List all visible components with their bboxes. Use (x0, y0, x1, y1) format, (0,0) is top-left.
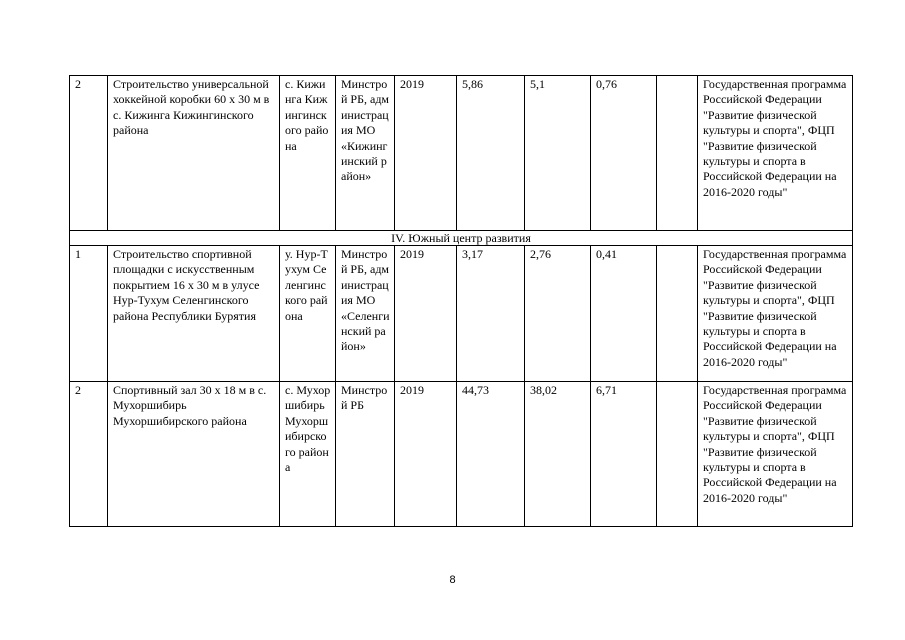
other-funding-cell (657, 382, 698, 527)
regional-funding-cell: 0,76 (591, 76, 657, 231)
project-name-cell: Спортивный зал 30 х 18 м в с. Мухоршибирь Мухоршибирского района (108, 382, 280, 527)
federal-funding-cell: 2,76 (525, 246, 591, 382)
table-row (70, 76, 853, 231)
regional-funding-cell: 6,71 (591, 382, 657, 527)
customer-cell: Минстрой РБ, администрация МО «Кижингинский район» (336, 76, 395, 231)
federal-funding-cell: 5,1 (525, 76, 591, 231)
section-header-row (70, 231, 853, 246)
customer-cell: Минстрой РБ (336, 382, 395, 527)
federal-funding-cell: 38,02 (525, 382, 591, 527)
project-name-cell: Строительство спортивной площадки с искусственным покрытием 16 х 30 м в улусе Нур-Тухум Селенгинского района Республики Бурятия (108, 246, 280, 382)
page-number: 8 (449, 574, 456, 586)
project-name-cell: Строительство универсальной хоккейной коробки 60 х 30 м в с. Кижинга Кижингинского района (108, 76, 280, 231)
program-cell: Государственная программа Российской Федерации "Развитие физической культуры и спорта", ФЦП "Развитие физической культуры и спорта в Российской Федерации на 2016-2020 годы" (698, 246, 853, 382)
program-cell: Государственная программа Российской Федерации "Развитие физической культуры и спорта", ФЦП "Развитие физической культуры и спорта в Российской Федерации на 2016-2020 годы" (698, 382, 853, 527)
year-cell: 2019 (395, 382, 457, 527)
location-cell: с. Кижинга Кижингинского района (280, 76, 336, 231)
other-funding-cell (657, 246, 698, 382)
total-funding-cell: 3,17 (457, 246, 525, 382)
row-number-cell: 1 (70, 246, 108, 382)
row-number-cell: 2 (70, 76, 108, 231)
location-cell: у. Нур-Тухум Селенгинского района (280, 246, 336, 382)
year-cell: 2019 (395, 76, 457, 231)
location-cell: с. Мухоршибирь Мухоршибирского района (280, 382, 336, 527)
total-funding-cell: 5,86 (457, 76, 525, 231)
table-row (70, 246, 853, 382)
regional-funding-cell: 0,41 (591, 246, 657, 382)
other-funding-cell (657, 76, 698, 231)
row-number-cell: 2 (70, 382, 108, 527)
total-funding-cell: 44,73 (457, 382, 525, 527)
section-title: IV. Южный центр развития (70, 231, 853, 246)
investment-projects-table (69, 75, 853, 527)
table-row (70, 382, 853, 527)
program-cell: Государственная программа Российской Федерации "Развитие физической культуры и спорта", ФЦП "Развитие физической культуры и спорта в Российской Федерации на 2016-2020 годы" (698, 76, 853, 231)
year-cell: 2019 (395, 246, 457, 382)
customer-cell: Минстрой РБ, администрация МО «Селенгинский район» (336, 246, 395, 382)
